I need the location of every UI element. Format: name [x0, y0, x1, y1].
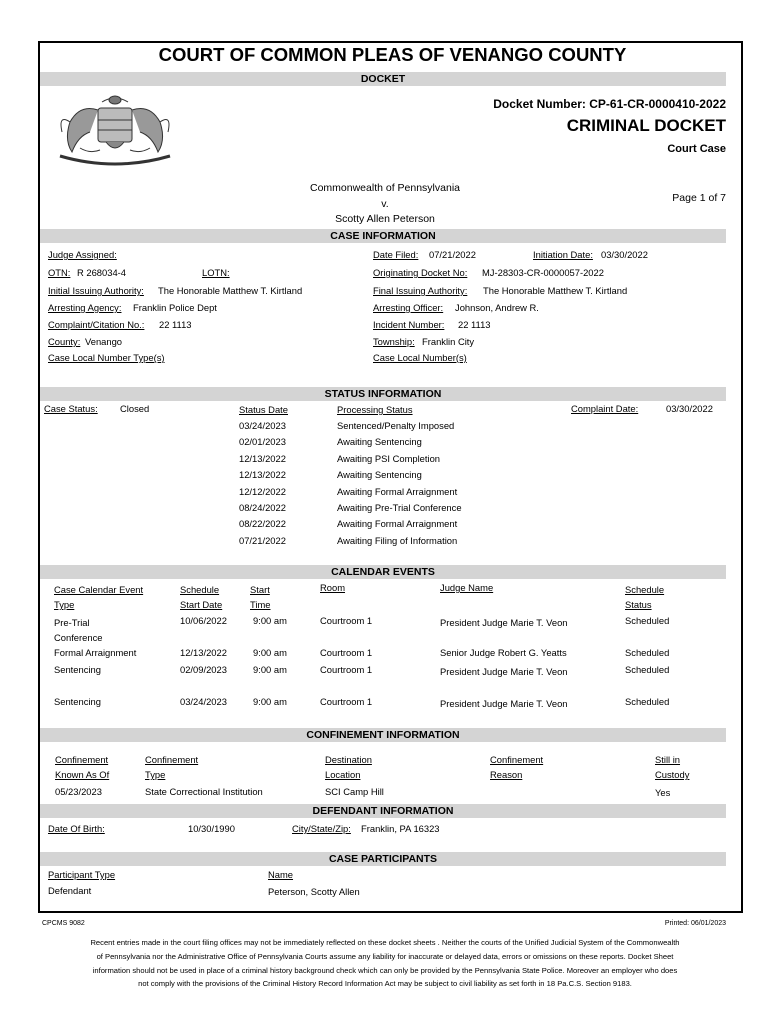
case-type: Court Case	[667, 143, 726, 155]
state-seal	[50, 92, 180, 172]
case-status	[44, 403, 98, 414]
participant-name-label: Name	[268, 869, 294, 880]
confinement-destination: SCI Camp Hill	[325, 786, 384, 797]
status-date: 08/22/2022	[239, 518, 286, 530]
status-date: 12/13/2022	[239, 452, 286, 464]
dob-value: 10/30/1990	[188, 823, 235, 834]
docket-type: CRIMINAL DOCKET	[566, 116, 726, 135]
calendar-start-date: 03/24/2023	[180, 696, 227, 707]
calendar-start-date: 02/09/2023	[180, 664, 227, 675]
calendar-room: Courtroom 1	[320, 696, 373, 707]
dob-label: Date Of Birth:	[48, 823, 105, 834]
lotn-label: LOTN:	[202, 267, 230, 278]
processing-status: Awaiting Pre-Trial Conference	[337, 502, 462, 514]
processing-status: Awaiting Filing of Information	[337, 534, 458, 546]
arresting-agency-value: Franklin Police Dept	[133, 302, 217, 313]
case-status-value: Closed	[120, 403, 150, 414]
case-information-band: CASE INFORMATION	[40, 229, 726, 243]
township-value: Franklin City	[422, 336, 475, 347]
arresting-officer-label: Arresting Officer:	[373, 302, 444, 313]
participants-band: CASE PARTICIPANTS	[40, 852, 726, 866]
confinement-type: State Correctional Institution	[145, 786, 263, 797]
calendar-events-band: CALENDAR EVENTS	[40, 565, 726, 579]
calendar-start-time: 9:00 am	[253, 615, 287, 626]
processing-status: Awaiting Formal Arraignment	[337, 485, 458, 497]
caption-defendant: Scotty Allen Peterson	[335, 213, 435, 225]
calendar-judge: President Judge Marie T. Veon	[440, 617, 568, 628]
page-number: Page 1 of 7	[672, 192, 726, 204]
processing-status-list	[337, 418, 462, 549]
form-id: CPCMS 9082	[42, 920, 85, 927]
status-date: 12/12/2022	[239, 485, 286, 497]
calendar-header-status: Schedule Status	[625, 584, 665, 610]
originating-docket-label: Originating Docket No:	[373, 267, 468, 278]
arresting-officer-value: Johnson, Andrew R.	[455, 302, 539, 313]
complaint-date-label: Complaint Date:	[571, 403, 639, 414]
disclaimer: Recent entries made in the court filing offices may not be immediately reflected on these docket sheets . Neither the courts of the Unified Judicial System of the Commonwealth of Pennsylvania nor the Administrative Office of Pennsylvania Courts assume any liability for inaccurate or delayed data, errors or omissions on these reports. Docket Sheet information should not be used in place of a criminal history background check which can only be provided by the Pennsylvania State Police. Moreover an employer who does not comply with the provisions of the Criminal History Record Information Act may be subject to civil liability as set forth in 18 Pa.C.S. Section 9183.	[90, 938, 680, 989]
calendar-judge: Senior Judge Robert G. Yeatts	[440, 647, 567, 658]
calendar-event-type: Sentencing	[54, 664, 101, 675]
caption-plaintiff: Commonwealth of Pennsylvania	[310, 182, 460, 194]
date-filed-value: 07/21/2022	[429, 249, 476, 260]
case-status-label: Case Status:	[44, 403, 98, 414]
status-date: 12/13/2022	[239, 469, 286, 481]
csz-label: City/State/Zip:	[292, 823, 351, 834]
confinement-band: CONFINEMENT INFORMATION	[40, 728, 726, 742]
confinement-header-destination: Destination Location	[325, 754, 372, 780]
calendar-event-type: Pre-Trial Conference	[54, 617, 103, 643]
judge-assigned-label: Judge Assigned:	[48, 249, 117, 260]
court-title: COURT OF COMMON PLEAS OF VENANGO COUNTY	[158, 44, 627, 65]
defendant-band: DEFENDANT INFORMATION	[40, 804, 726, 818]
status-date: 08/24/2022	[239, 502, 286, 514]
confinement-custody: Yes	[655, 787, 671, 798]
docket-band: DOCKET	[40, 72, 726, 86]
printed-date: Printed: 06/01/2023	[664, 920, 726, 927]
confinement-header-type: Confinement Type	[145, 754, 199, 780]
status-date: 07/21/2022	[239, 534, 286, 546]
participant-type-label: Participant Type	[48, 869, 116, 880]
case-local-type-label: Case Local Number Type(s)	[48, 352, 165, 363]
processing-status: Sentenced/Penalty Imposed	[337, 420, 455, 431]
complaint-value: 22 1113	[159, 319, 192, 330]
processing-status-label: Processing Status	[337, 404, 413, 415]
complaint-label: Complaint/Citation No.:	[48, 319, 145, 330]
calendar-status: Scheduled	[625, 647, 670, 658]
status-information-band: STATUS INFORMATION	[40, 387, 726, 401]
final-issuing-label: Final Issuing Authority:	[373, 285, 468, 296]
calendar-judge: President Judge Marie T. Veon	[440, 666, 568, 677]
calendar-header-start-time: Start Time	[250, 584, 271, 610]
calendar-status: Scheduled	[625, 696, 670, 707]
calendar-start-time: 9:00 am	[253, 696, 287, 707]
caption-v: v.	[381, 198, 389, 210]
initiation-date-label: Initiation Date:	[533, 249, 593, 260]
csz-value: Franklin, PA 16323	[361, 823, 440, 834]
calendar-event-type: Formal Arraignment	[54, 647, 137, 658]
calendar-status: Scheduled	[625, 664, 670, 675]
otn-label: OTN:	[48, 267, 71, 278]
initial-issuing-label: Initial Issuing Authority:	[48, 285, 144, 296]
processing-status: Awaiting Formal Arraignment	[337, 518, 458, 530]
final-issuing-value: The Honorable Matthew T. Kirtland	[483, 285, 628, 296]
initiation-date-value: 03/30/2022	[601, 249, 648, 260]
incident-label: Incident Number:	[373, 319, 445, 330]
complaint-date-value: 03/30/2022	[666, 403, 713, 414]
processing-status: Awaiting Sentencing	[337, 436, 422, 448]
confinement-header-reason: Confinement Reason	[490, 754, 544, 780]
date-filed-label: Date Filed:	[373, 249, 419, 260]
status-date-label: Status Date	[239, 404, 288, 415]
initial-issuing-value: The Honorable Matthew T. Kirtland	[158, 285, 303, 296]
calendar-header-start-date: Schedule Start Date	[180, 584, 223, 610]
arresting-agency-label: Arresting Agency:	[48, 302, 122, 313]
originating-docket-value: MJ-28303-CR-0000057-2022	[482, 267, 604, 278]
county-value: Venango	[85, 336, 123, 347]
calendar-start-date: 12/13/2022	[180, 647, 227, 658]
docket-number: Docket Number: CP-61-CR-0000410-2022	[493, 97, 726, 111]
calendar-room: Courtroom 1	[320, 664, 373, 675]
otn-value: R 268034-4	[77, 267, 126, 278]
confinement-header-known-as-of: Confinement Known As Of	[55, 754, 110, 780]
participant-name: Peterson, Scotty Allen	[268, 886, 360, 897]
calendar-start-time: 9:00 am	[253, 664, 287, 675]
calendar-header-event-type: Case Calendar Event Type	[54, 584, 144, 610]
incident-value: 22 1113	[458, 319, 491, 330]
status-date-list	[239, 418, 286, 549]
calendar-start-time: 9:00 am	[253, 647, 287, 658]
calendar-event-type: Sentencing	[54, 696, 101, 707]
county-label: County:	[48, 336, 81, 347]
township-label: Township:	[373, 336, 415, 347]
calendar-room: Courtroom 1	[320, 615, 373, 626]
status-date: 03/24/2023	[239, 420, 286, 431]
calendar-header-room: Room	[320, 582, 346, 593]
confinement-known-as-of: 05/23/2023	[55, 786, 102, 797]
status-date: 02/01/2023	[239, 436, 286, 448]
calendar-header-judge: Judge Name	[440, 582, 494, 593]
calendar-status: Scheduled	[625, 615, 670, 626]
calendar-start-date: 10/06/2022	[180, 615, 227, 626]
processing-status: Awaiting Sentencing	[337, 469, 422, 481]
participant-type: Defendant	[48, 885, 92, 896]
calendar-judge: President Judge Marie T. Veon	[440, 698, 568, 709]
case-local-number-label: Case Local Number(s)	[373, 352, 467, 363]
confinement-header-custody: Still in Custody	[655, 754, 690, 780]
processing-status: Awaiting PSI Completion	[337, 452, 441, 464]
calendar-room: Courtroom 1	[320, 647, 373, 658]
